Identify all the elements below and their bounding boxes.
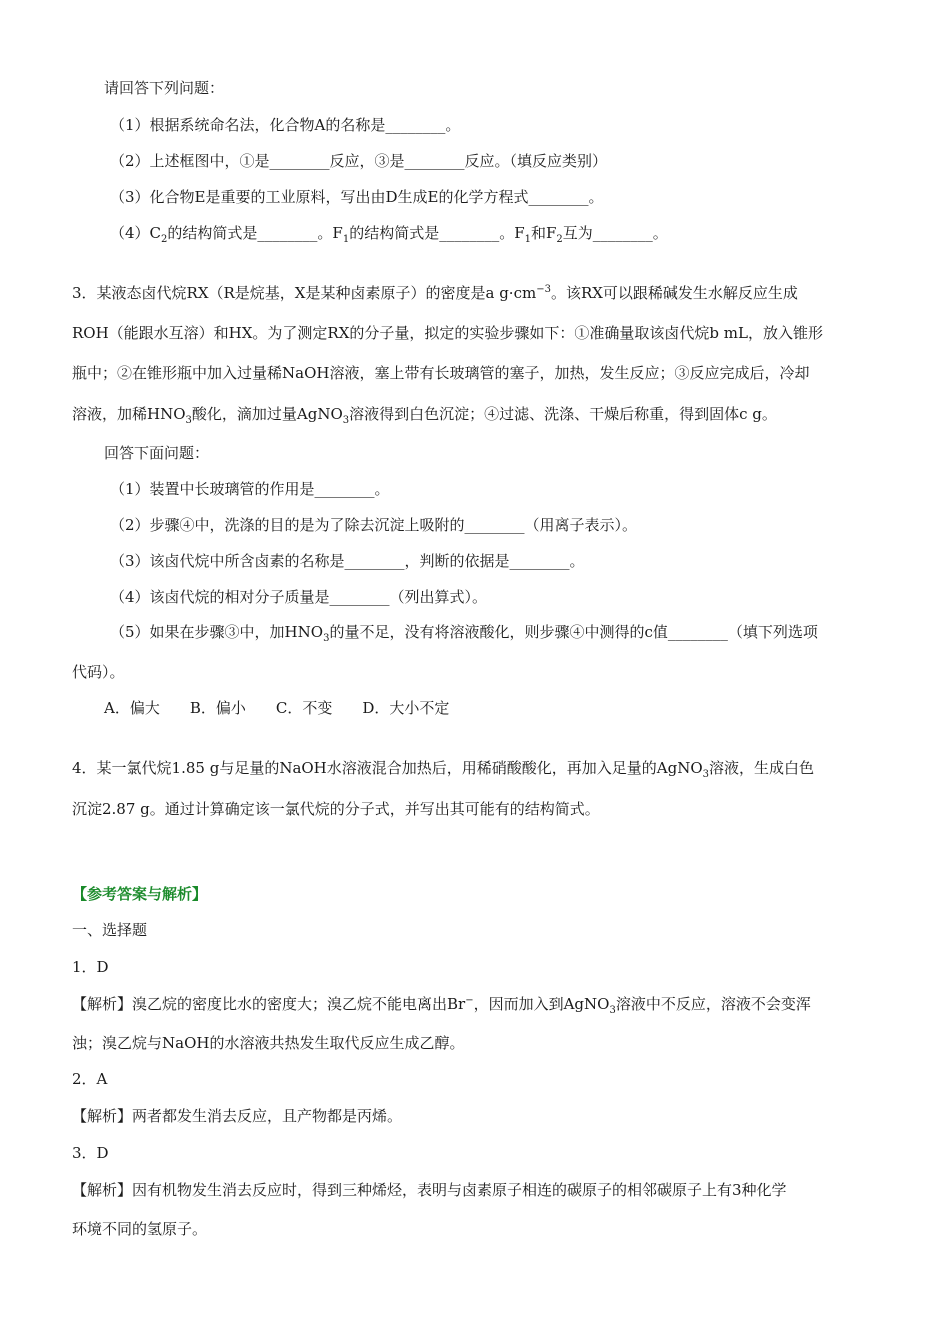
explanation-3-line1: 【解析】因有机物发生消去反应时，得到三种烯烃，表明与卤素原子相连的碳原子的相邻碳原子上有3种化学 — [72, 1181, 787, 1199]
q3-sub1: （1）装置中长玻璃管的作用是________。 — [110, 480, 390, 498]
q2-sub1: （1）根据系统命名法，化合物A的名称是________。 — [110, 116, 461, 134]
q4-line1: 4．某一氯代烷1.85 g与足量的NaOH水溶液混合加热后，用稀硝酸酸化，再加入足量的AgNO$_3$溶液，生成白色 — [72, 759, 815, 780]
q2-sub2: （2）上述框图中，①是________反应，③是________反应。（填反应类别） — [110, 152, 608, 170]
q3-sub5: （5）如果在步骤③中，加$HNO_3$的量不足，没有将溶液酸化，则步骤④中测得的c值________（填下列选项 — [110, 623, 818, 644]
explanation-3-line2: 环境不同的氢原子。 — [72, 1220, 208, 1238]
q3-line3: 瓶中；②在锥形瓶中加入过量稀NaOH溶液，塞上带有长玻璃管的塞子，加热，发生反应；③反应完成后，冷却 — [72, 364, 810, 382]
q2-sub4: $(4)C_2$的结构简式是________。$F_1$的结构简式是________。$F_1$和$F_2$互为________。 — [110, 224, 668, 245]
answers-section-title: 一、选择题 — [72, 921, 148, 939]
q3-sub5-continued: 代码）。 — [72, 663, 125, 681]
q3-sub3: （3）该卤代烷中所含卤素的名称是________，判断的依据是________。 — [110, 552, 585, 570]
q2-sub3: （3）化合物E是重要的工业原料，写出由D生成E的化学方程式________。 — [110, 188, 604, 206]
q3-line4: 溶液，加稀$HNO_3$酸化，滴加过量AgNO$_3$溶液得到白色沉淀；④过滤、洗涤、干燥后称重，得到固体c g。 — [72, 405, 777, 426]
answer-2: 2．A — [72, 1070, 108, 1088]
q3-line1: 3．某液态卤代烷RX（R是烷基，X是某种卤素原子）的密度是a $g\cdot cm^{-3}$。该RX可以跟稀碱发生水解反应生成 — [72, 284, 798, 302]
q3-sub4: （4）该卤代烷的相对分子质量是________（列出算式）。 — [110, 588, 488, 606]
q2-prompt: 请回答下列问题： — [104, 79, 225, 97]
explanation-1-line1: 【解析】溴乙烷的密度比水的密度大；溴乙烷不能电离出Br−，因而加入到AgNO$_3$溶液中不反应，溶液不会变浑 — [72, 995, 811, 1016]
q3-sub2: （2）步骤④中，洗涤的目的是为了除去沉淀上吸附的________（用离子表示）。 — [110, 516, 638, 534]
answer-1: 1．D — [72, 958, 109, 976]
explanation-2: 【解析】两者都发生消去反应，且产物都是丙烯。 — [72, 1107, 403, 1125]
q4-line2: 沉淀2.87 g。通过计算确定该一氯代烷的分子式，并写出其可能有的结构简式。 — [72, 800, 600, 818]
explanation-1-line2: 浊；溴乙烷与NaOH的水溶液共热发生取代反应生成乙醇。 — [72, 1034, 465, 1052]
q3-prompt: 回答下面问题： — [104, 444, 210, 462]
q3-options: A．偏大 B．偏小 C．不变 D．大小不定 — [104, 699, 450, 717]
answer-3: 3．D — [72, 1144, 109, 1162]
answers-heading: 【参考答案与解析】 — [72, 885, 208, 903]
q3-line2: ROH（能跟水互溶）和HX。为了测定RX的分子量，拟定的实验步骤如下：①准确量取该卤代烷b mL，放入锥形 — [72, 324, 823, 342]
